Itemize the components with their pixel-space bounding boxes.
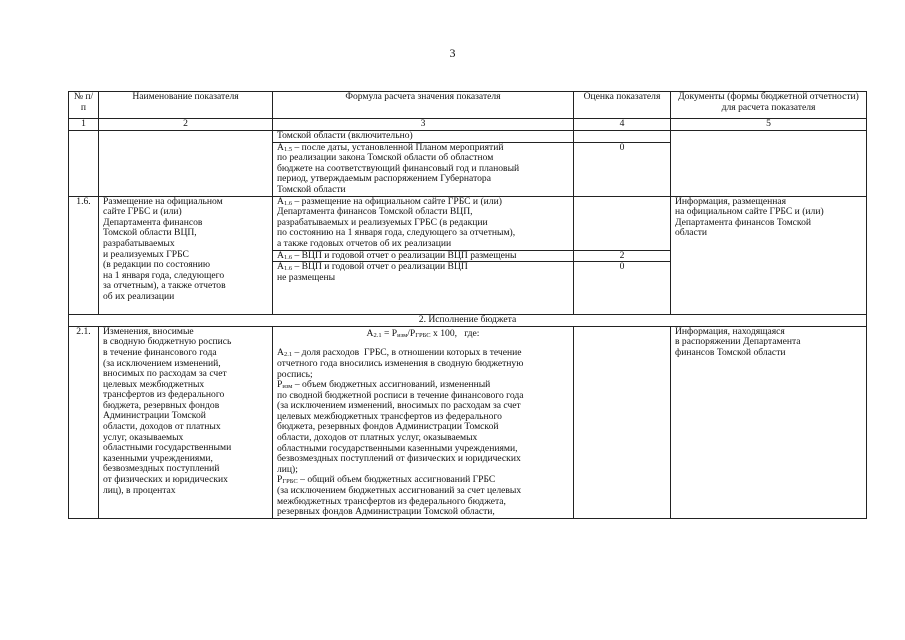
formula-cell [273, 142, 574, 196]
definition-line: резервных фондов Администрации Томской области, [277, 506, 495, 518]
definition-line: безвозмездных поступлений от физических и юридических [277, 453, 521, 465]
header-name: Наименование показателя [99, 92, 273, 119]
definition-line: (за исключением бюджетных ассигнований за счет целевых [277, 485, 522, 497]
formula-line: $А_{1.6}$ – ВЦП и годовой отчет о реализации ВЦП [277, 261, 468, 273]
name-line: Томской области ВЦП, [103, 227, 197, 239]
header-score: Оценка показателя [574, 92, 671, 119]
definition-line: $Р_{ГРБС}$ – общий объем бюджетных ассигнований ГРБС [277, 474, 496, 486]
indicators-table [68, 91, 867, 519]
formula-line: по реализации закона Томской области об областном [277, 152, 494, 164]
name-line: сайте ГРБС и (или) [103, 206, 182, 218]
name-line: трансфертов из федерального [103, 389, 225, 401]
name-line: Департамента финансов [103, 216, 203, 228]
cell-empty [69, 131, 99, 197]
name-line: Изменения, вносимые [103, 325, 194, 337]
formula-text: – после даты, установленной Планом мероприятий [294, 141, 504, 153]
formula-line: не размещены [277, 271, 336, 283]
name-line: разрабатываемых [103, 237, 175, 249]
definition-line: роспись; [277, 368, 313, 380]
formula-text: Томской области (включительно) [277, 130, 413, 141]
header-formula: Формула расчета значения показателя [273, 92, 574, 119]
name-line: бюджета, резервных фондов [103, 399, 220, 411]
formula-expression: $А_{2.1} = Р_{изм}/Р_{ГРБС}$ x 100, где: [366, 327, 480, 339]
table-row [69, 196, 867, 250]
name-line: (в редакции по состоянию [103, 259, 211, 271]
definition-line: (за исключением изменений, вносимых по расходам за счет [277, 400, 521, 412]
table-row [69, 131, 867, 143]
documents-line: Информация, находящаяся [675, 325, 785, 337]
name-line: Администрации Томской [103, 410, 206, 422]
name-line: услуг, оказываемых [103, 431, 184, 443]
formula-line: по состоянию на 1 января года, следующего за отчетным), [277, 227, 516, 239]
section-row [69, 315, 867, 327]
documents-cell [671, 196, 867, 315]
definition-line: целевых межбюджетных трансфертов из федерального [277, 410, 502, 422]
name-line: в сводную бюджетную роспись [103, 336, 232, 348]
documents-line: области [675, 227, 708, 239]
column-numbers-row [69, 119, 867, 131]
indicator-name [99, 196, 273, 315]
column-number: 1 [69, 119, 99, 131]
formula-line: бюджете на соответствующий финансовый год и плановый [277, 162, 520, 174]
name-line: целевых межбюджетных [103, 378, 205, 390]
definition-line: отчетного года вносились изменения в сводную бюджетную [277, 357, 524, 369]
name-line: на 1 января года, следующего [103, 269, 225, 281]
indicator-name [99, 326, 273, 518]
row-number: 2.1. [69, 326, 99, 518]
formula-line: $А_{1.5}$ – после даты, установленной Планом мероприятий [277, 141, 504, 153]
cell-empty [574, 196, 671, 250]
formula-line: а также годовых отчетов об их реализации [277, 237, 452, 249]
formula-line: Департамента финансов Томской области ВЦП, [277, 206, 473, 218]
definition-line: области, доходов от платных услуг, оказываемых [277, 432, 478, 444]
header-row [69, 92, 867, 119]
column-number: 3 [273, 119, 574, 131]
column-number: 4 [574, 119, 671, 131]
definition-line: по сводной бюджетной росписи в течение финансового года [277, 389, 524, 401]
name-line: (за исключением изменений, [103, 357, 221, 369]
name-line: лиц), в процентах [103, 484, 176, 496]
formula-cell [273, 196, 574, 250]
documents-line: Департамента финансов Томской [675, 216, 812, 228]
formula-line: разрабатываемых и реализуемых ГРБС (в редакции [277, 216, 488, 228]
formula-cell [273, 262, 574, 315]
score-cell: 2 [574, 250, 671, 262]
formula-line: Томской области [277, 183, 346, 195]
definition-line: межбюджетных трансфертов из федерального бюджета, [277, 495, 506, 507]
column-number: 2 [99, 119, 273, 131]
name-line: за отчетным), а также отчетов [103, 280, 226, 292]
score-cell: 0 [574, 262, 671, 315]
documents-cell [671, 326, 867, 518]
documents-line: Информация, размещенная [675, 195, 787, 207]
definition-line: $А_{2.1}$ – доля расходов ГРБС, в отношении которых в течение [277, 347, 522, 359]
name-line: от физических и юридических [103, 474, 228, 486]
name-line: области, доходов от платных [103, 421, 221, 433]
name-line: об их реализации [103, 290, 175, 302]
cell-empty [574, 131, 671, 143]
formula-cell [273, 131, 574, 143]
name-line: Размещение на официальном [103, 195, 223, 207]
name-line: безвозмездных поступлений [103, 463, 220, 475]
page-number: 3 [449, 46, 456, 60]
header-number: № п/п [69, 92, 99, 119]
cell-empty [99, 131, 273, 197]
definition-line: $Р_{изм}$ – объем бюджетных ассигнований, измененный [277, 379, 491, 391]
formula-line: период, утверждаемым распоряжением Губернатора [277, 173, 491, 185]
definition-line: лиц); [277, 463, 298, 475]
documents-line: финансов Томской области [675, 346, 786, 358]
column-number: 5 [671, 119, 867, 131]
score-cell: 0 [574, 142, 671, 196]
name-line: казенными учреждениями, [103, 452, 213, 464]
cell-empty [671, 131, 867, 197]
name-line: и реализуемых ГРБС [103, 248, 189, 260]
name-line: вносимых по расходам за счет [103, 368, 227, 380]
documents-line: в распоряжении Департамента [675, 336, 801, 348]
table-row [69, 326, 867, 518]
formula-line: $А_{1.6}$ – размещение на официальном сайте ГРБС и (или) [277, 195, 502, 207]
name-line: в течение финансового года [103, 346, 217, 358]
definition-line: областными государственными казенными учреждениями, [277, 442, 518, 454]
cell-empty [574, 326, 671, 518]
documents-line: на официальном сайте ГРБС и (или) [675, 206, 824, 218]
row-number: 1.6. [69, 196, 99, 315]
formula-line: $А_{1.6}$ – ВЦП и годовой отчет о реализации ВЦП размещены [277, 249, 517, 261]
name-line: областными государственными [103, 442, 232, 454]
header-documents: Документы (формы бюджетной отчетности) для расчета показателя [671, 92, 867, 119]
section-title: 2. Исполнение бюджета [69, 315, 867, 327]
formula-cell [273, 326, 574, 518]
definition-line: бюджета, резервных фондов Администрации Томской [277, 421, 499, 433]
formula-cell [273, 250, 574, 262]
